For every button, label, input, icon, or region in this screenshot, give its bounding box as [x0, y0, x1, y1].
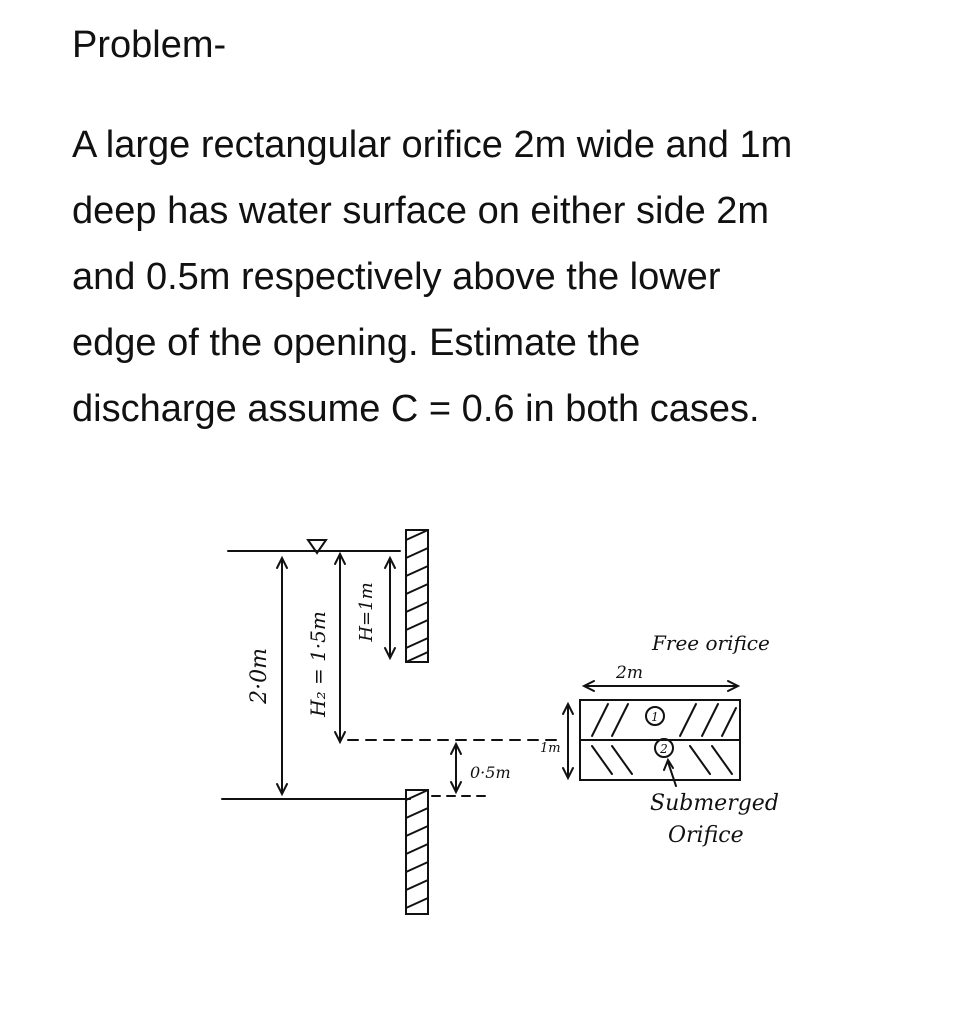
problem-line: and 0.5m respectively above the lower [72, 256, 721, 298]
label-h2: H₂ = 1·5m [306, 611, 330, 717]
label-free-orifice: Free orifice [652, 631, 770, 655]
label-total-head: 2·0m [247, 648, 272, 704]
label-depth: 1m [540, 741, 561, 756]
label-width: 2m [616, 663, 643, 683]
problem-line: A large rectangular orifice 2m wide and 1m [72, 124, 793, 166]
dimension-downstream [451, 744, 461, 792]
label-region-1: 1 [651, 710, 659, 724]
problem-line: edge of the opening. Estimate the [72, 322, 641, 364]
label-region-2: 2 [660, 742, 668, 756]
problem-line: deep has water surface on either side 2m [72, 190, 770, 232]
wall-upper [406, 530, 428, 662]
dimension-total-head [277, 558, 287, 794]
label-downstream: 0·5m [470, 763, 511, 782]
wall-lower [406, 790, 428, 914]
label-submerged: Submerged [650, 791, 779, 816]
label-h: H=1m [356, 582, 377, 642]
page-heading: Problem- [72, 24, 227, 66]
dimension-h [385, 558, 395, 658]
dimension-depth [563, 704, 573, 778]
dimension-width [584, 681, 738, 691]
problem-line: discharge assume C = 0.6 in both cases. [72, 388, 760, 430]
dimension-h2 [335, 554, 345, 742]
label-orifice: Orifice [668, 823, 744, 848]
